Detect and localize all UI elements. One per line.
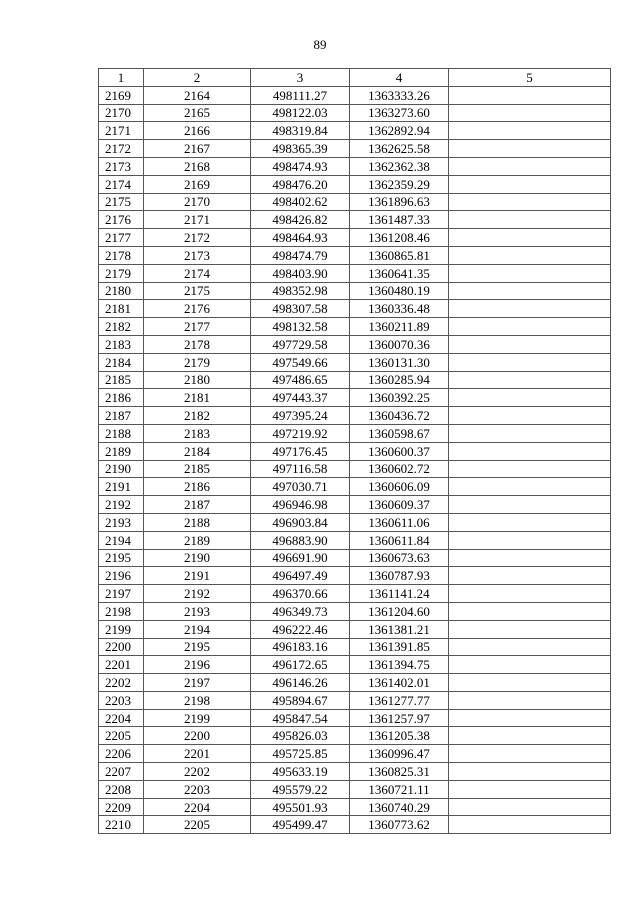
row-number-cell: 2204 bbox=[99, 709, 144, 727]
column-header-5: 5 bbox=[449, 69, 611, 87]
note-cell bbox=[449, 585, 611, 603]
y-coordinate-cell: 1361277.77 bbox=[350, 691, 449, 709]
row-number-cell: 2210 bbox=[99, 816, 144, 834]
row-number-cell: 2170 bbox=[99, 104, 144, 122]
note-cell bbox=[449, 531, 611, 549]
row-number-cell: 2176 bbox=[99, 211, 144, 229]
x-coordinate-cell: 495499.47 bbox=[251, 816, 350, 834]
point-number-cell: 2177 bbox=[144, 318, 251, 336]
x-coordinate-cell: 495847.54 bbox=[251, 709, 350, 727]
x-coordinate-cell: 498352.98 bbox=[251, 282, 350, 300]
point-number-cell: 2195 bbox=[144, 638, 251, 656]
row-number-cell: 2183 bbox=[99, 335, 144, 353]
x-coordinate-cell: 498307.58 bbox=[251, 300, 350, 318]
note-cell bbox=[449, 282, 611, 300]
x-coordinate-cell: 496946.98 bbox=[251, 496, 350, 514]
note-cell bbox=[449, 371, 611, 389]
point-number-cell: 2187 bbox=[144, 496, 251, 514]
table-row bbox=[99, 86, 611, 104]
note-cell bbox=[449, 140, 611, 158]
x-coordinate-cell: 496222.46 bbox=[251, 620, 350, 638]
x-coordinate-cell: 496183.16 bbox=[251, 638, 350, 656]
point-number-cell: 2192 bbox=[144, 585, 251, 603]
point-number-cell: 2198 bbox=[144, 691, 251, 709]
x-coordinate-cell: 496903.84 bbox=[251, 513, 350, 531]
note-cell bbox=[449, 513, 611, 531]
y-coordinate-cell: 1361381.21 bbox=[350, 620, 449, 638]
note-cell bbox=[449, 745, 611, 763]
table-row bbox=[99, 513, 611, 531]
table-row bbox=[99, 193, 611, 211]
y-coordinate-cell: 1361204.60 bbox=[350, 602, 449, 620]
table-row bbox=[99, 389, 611, 407]
row-number-cell: 2175 bbox=[99, 193, 144, 211]
note-cell bbox=[449, 264, 611, 282]
row-number-cell: 2178 bbox=[99, 246, 144, 264]
row-number-cell: 2171 bbox=[99, 122, 144, 140]
table-row bbox=[99, 282, 611, 300]
x-coordinate-cell: 498365.39 bbox=[251, 140, 350, 158]
row-number-cell: 2197 bbox=[99, 585, 144, 603]
x-coordinate-cell: 496146.26 bbox=[251, 674, 350, 692]
row-number-cell: 2182 bbox=[99, 318, 144, 336]
point-number-cell: 2205 bbox=[144, 816, 251, 834]
point-number-cell: 2183 bbox=[144, 424, 251, 442]
point-number-cell: 2186 bbox=[144, 478, 251, 496]
y-coordinate-cell: 1360825.31 bbox=[350, 763, 449, 781]
y-coordinate-cell: 1360480.19 bbox=[350, 282, 449, 300]
table-row bbox=[99, 656, 611, 674]
note-cell bbox=[449, 709, 611, 727]
coordinates-table bbox=[98, 68, 611, 834]
table-row bbox=[99, 335, 611, 353]
table-row bbox=[99, 691, 611, 709]
note-cell bbox=[449, 353, 611, 371]
x-coordinate-cell: 495725.85 bbox=[251, 745, 350, 763]
point-number-cell: 2182 bbox=[144, 407, 251, 425]
row-number-cell: 2179 bbox=[99, 264, 144, 282]
y-coordinate-cell: 1360787.93 bbox=[350, 567, 449, 585]
table-row bbox=[99, 531, 611, 549]
x-coordinate-cell: 498132.58 bbox=[251, 318, 350, 336]
x-coordinate-cell: 497219.92 bbox=[251, 424, 350, 442]
row-number-cell: 2205 bbox=[99, 727, 144, 745]
y-coordinate-cell: 1360131.30 bbox=[350, 353, 449, 371]
note-cell bbox=[449, 674, 611, 692]
table-row bbox=[99, 816, 611, 834]
x-coordinate-cell: 495633.19 bbox=[251, 763, 350, 781]
x-coordinate-cell: 495894.67 bbox=[251, 691, 350, 709]
note-cell bbox=[449, 478, 611, 496]
point-number-cell: 2178 bbox=[144, 335, 251, 353]
point-number-cell: 2176 bbox=[144, 300, 251, 318]
column-header-2: 2 bbox=[144, 69, 251, 87]
point-number-cell: 2181 bbox=[144, 389, 251, 407]
x-coordinate-cell: 498426.82 bbox=[251, 211, 350, 229]
y-coordinate-cell: 1360673.63 bbox=[350, 549, 449, 567]
y-coordinate-cell: 1360996.47 bbox=[350, 745, 449, 763]
note-cell bbox=[449, 567, 611, 585]
x-coordinate-cell: 496883.90 bbox=[251, 531, 350, 549]
page-number: 89 bbox=[313, 37, 327, 52]
x-coordinate-cell: 497030.71 bbox=[251, 478, 350, 496]
table-row bbox=[99, 745, 611, 763]
x-coordinate-cell: 498476.20 bbox=[251, 175, 350, 193]
y-coordinate-cell: 1361402.01 bbox=[350, 674, 449, 692]
table-row bbox=[99, 709, 611, 727]
x-coordinate-cell: 497443.37 bbox=[251, 389, 350, 407]
column-header-4: 4 bbox=[350, 69, 449, 87]
y-coordinate-cell: 1360285.94 bbox=[350, 371, 449, 389]
note-cell bbox=[449, 211, 611, 229]
row-number-cell: 2202 bbox=[99, 674, 144, 692]
row-number-cell: 2191 bbox=[99, 478, 144, 496]
y-coordinate-cell: 1361257.97 bbox=[350, 709, 449, 727]
x-coordinate-cell: 497116.58 bbox=[251, 460, 350, 478]
x-coordinate-cell: 498122.03 bbox=[251, 104, 350, 122]
row-number-cell: 2192 bbox=[99, 496, 144, 514]
point-number-cell: 2170 bbox=[144, 193, 251, 211]
x-coordinate-cell: 497395.24 bbox=[251, 407, 350, 425]
row-number-cell: 2206 bbox=[99, 745, 144, 763]
note-cell bbox=[449, 691, 611, 709]
y-coordinate-cell: 1362362.38 bbox=[350, 157, 449, 175]
note-cell bbox=[449, 300, 611, 318]
x-coordinate-cell: 496349.73 bbox=[251, 602, 350, 620]
table-row bbox=[99, 567, 611, 585]
row-number-cell: 2180 bbox=[99, 282, 144, 300]
point-number-cell: 2204 bbox=[144, 798, 251, 816]
column-header-3: 3 bbox=[251, 69, 350, 87]
note-cell bbox=[449, 175, 611, 193]
y-coordinate-cell: 1360336.48 bbox=[350, 300, 449, 318]
y-coordinate-cell: 1361208.46 bbox=[350, 229, 449, 247]
row-number-cell: 2198 bbox=[99, 602, 144, 620]
table-row bbox=[99, 264, 611, 282]
note-cell bbox=[449, 549, 611, 567]
note-cell bbox=[449, 424, 611, 442]
x-coordinate-cell: 498474.79 bbox=[251, 246, 350, 264]
x-coordinate-cell: 498474.93 bbox=[251, 157, 350, 175]
point-number-cell: 2201 bbox=[144, 745, 251, 763]
x-coordinate-cell: 498402.62 bbox=[251, 193, 350, 211]
table-row bbox=[99, 211, 611, 229]
note-cell bbox=[449, 638, 611, 656]
table-row bbox=[99, 140, 611, 158]
point-number-cell: 2203 bbox=[144, 780, 251, 798]
point-number-cell: 2175 bbox=[144, 282, 251, 300]
point-number-cell: 2164 bbox=[144, 86, 251, 104]
note-cell bbox=[449, 122, 611, 140]
x-coordinate-cell: 496370.66 bbox=[251, 585, 350, 603]
y-coordinate-cell: 1360606.09 bbox=[350, 478, 449, 496]
row-number-cell: 2208 bbox=[99, 780, 144, 798]
table-row bbox=[99, 602, 611, 620]
header-row bbox=[99, 69, 611, 87]
point-number-cell: 2196 bbox=[144, 656, 251, 674]
table-row bbox=[99, 549, 611, 567]
point-number-cell: 2169 bbox=[144, 175, 251, 193]
note-cell bbox=[449, 335, 611, 353]
point-number-cell: 2193 bbox=[144, 602, 251, 620]
row-number-cell: 2188 bbox=[99, 424, 144, 442]
x-coordinate-cell: 496691.90 bbox=[251, 549, 350, 567]
x-coordinate-cell: 498403.90 bbox=[251, 264, 350, 282]
y-coordinate-cell: 1361394.75 bbox=[350, 656, 449, 674]
y-coordinate-cell: 1363333.26 bbox=[350, 86, 449, 104]
y-coordinate-cell: 1360611.06 bbox=[350, 513, 449, 531]
y-coordinate-cell: 1360865.81 bbox=[350, 246, 449, 264]
row-number-cell: 2190 bbox=[99, 460, 144, 478]
y-coordinate-cell: 1360773.62 bbox=[350, 816, 449, 834]
table-row bbox=[99, 478, 611, 496]
note-cell bbox=[449, 407, 611, 425]
x-coordinate-cell: 498319.84 bbox=[251, 122, 350, 140]
point-number-cell: 2190 bbox=[144, 549, 251, 567]
note-cell bbox=[449, 193, 611, 211]
row-number-cell: 2184 bbox=[99, 353, 144, 371]
point-number-cell: 2200 bbox=[144, 727, 251, 745]
row-number-cell: 2209 bbox=[99, 798, 144, 816]
y-coordinate-cell: 1361141.24 bbox=[350, 585, 449, 603]
y-coordinate-cell: 1363273.60 bbox=[350, 104, 449, 122]
note-cell bbox=[449, 798, 611, 816]
table-body bbox=[99, 86, 611, 833]
note-cell bbox=[449, 727, 611, 745]
y-coordinate-cell: 1360598.67 bbox=[350, 424, 449, 442]
row-number-cell: 2173 bbox=[99, 157, 144, 175]
y-coordinate-cell: 1361487.33 bbox=[350, 211, 449, 229]
y-coordinate-cell: 1360602.72 bbox=[350, 460, 449, 478]
note-cell bbox=[449, 389, 611, 407]
row-number-cell: 2169 bbox=[99, 86, 144, 104]
y-coordinate-cell: 1360740.29 bbox=[350, 798, 449, 816]
row-number-cell: 2194 bbox=[99, 531, 144, 549]
table-row bbox=[99, 246, 611, 264]
point-number-cell: 2174 bbox=[144, 264, 251, 282]
note-cell bbox=[449, 656, 611, 674]
x-coordinate-cell: 497549.66 bbox=[251, 353, 350, 371]
point-number-cell: 2184 bbox=[144, 442, 251, 460]
y-coordinate-cell: 1360641.35 bbox=[350, 264, 449, 282]
point-number-cell: 2199 bbox=[144, 709, 251, 727]
note-cell bbox=[449, 442, 611, 460]
table-row bbox=[99, 727, 611, 745]
table-row bbox=[99, 175, 611, 193]
y-coordinate-cell: 1362359.29 bbox=[350, 175, 449, 193]
y-coordinate-cell: 1360609.37 bbox=[350, 496, 449, 514]
row-number-cell: 2193 bbox=[99, 513, 144, 531]
x-coordinate-cell: 497176.45 bbox=[251, 442, 350, 460]
point-number-cell: 2172 bbox=[144, 229, 251, 247]
table-row bbox=[99, 638, 611, 656]
table-row bbox=[99, 318, 611, 336]
y-coordinate-cell: 1360070.36 bbox=[350, 335, 449, 353]
y-coordinate-cell: 1360721.11 bbox=[350, 780, 449, 798]
y-coordinate-cell: 1361896.63 bbox=[350, 193, 449, 211]
point-number-cell: 2168 bbox=[144, 157, 251, 175]
row-number-cell: 2181 bbox=[99, 300, 144, 318]
x-coordinate-cell: 497486.65 bbox=[251, 371, 350, 389]
note-cell bbox=[449, 620, 611, 638]
note-cell bbox=[449, 816, 611, 834]
table-row bbox=[99, 442, 611, 460]
note-cell bbox=[449, 229, 611, 247]
x-coordinate-cell: 498111.27 bbox=[251, 86, 350, 104]
point-number-cell: 2189 bbox=[144, 531, 251, 549]
point-number-cell: 2188 bbox=[144, 513, 251, 531]
x-coordinate-cell: 496172.65 bbox=[251, 656, 350, 674]
row-number-cell: 2207 bbox=[99, 763, 144, 781]
row-number-cell: 2189 bbox=[99, 442, 144, 460]
note-cell bbox=[449, 246, 611, 264]
row-number-cell: 2200 bbox=[99, 638, 144, 656]
note-cell bbox=[449, 602, 611, 620]
note-cell bbox=[449, 157, 611, 175]
point-number-cell: 2185 bbox=[144, 460, 251, 478]
point-number-cell: 2179 bbox=[144, 353, 251, 371]
table-row bbox=[99, 353, 611, 371]
y-coordinate-cell: 1362892.94 bbox=[350, 122, 449, 140]
row-number-cell: 2174 bbox=[99, 175, 144, 193]
note-cell bbox=[449, 318, 611, 336]
x-coordinate-cell: 497729.58 bbox=[251, 335, 350, 353]
row-number-cell: 2201 bbox=[99, 656, 144, 674]
table-row bbox=[99, 674, 611, 692]
y-coordinate-cell: 1361391.85 bbox=[350, 638, 449, 656]
table-row bbox=[99, 229, 611, 247]
note-cell bbox=[449, 780, 611, 798]
table-row bbox=[99, 300, 611, 318]
table-row bbox=[99, 460, 611, 478]
table-row bbox=[99, 585, 611, 603]
row-number-cell: 2199 bbox=[99, 620, 144, 638]
table-row bbox=[99, 798, 611, 816]
row-number-cell: 2172 bbox=[99, 140, 144, 158]
point-number-cell: 2194 bbox=[144, 620, 251, 638]
note-cell bbox=[449, 104, 611, 122]
y-coordinate-cell: 1361205.38 bbox=[350, 727, 449, 745]
row-number-cell: 2195 bbox=[99, 549, 144, 567]
table-row bbox=[99, 371, 611, 389]
y-coordinate-cell: 1360600.37 bbox=[350, 442, 449, 460]
y-coordinate-cell: 1360392.25 bbox=[350, 389, 449, 407]
x-coordinate-cell: 495501.93 bbox=[251, 798, 350, 816]
point-number-cell: 2202 bbox=[144, 763, 251, 781]
y-coordinate-cell: 1362625.58 bbox=[350, 140, 449, 158]
table-row bbox=[99, 407, 611, 425]
row-number-cell: 2203 bbox=[99, 691, 144, 709]
column-header-1: 1 bbox=[99, 69, 144, 87]
table-header bbox=[99, 69, 611, 87]
table-row bbox=[99, 122, 611, 140]
row-number-cell: 2196 bbox=[99, 567, 144, 585]
note-cell bbox=[449, 460, 611, 478]
row-number-cell: 2185 bbox=[99, 371, 144, 389]
row-number-cell: 2187 bbox=[99, 407, 144, 425]
table-row bbox=[99, 424, 611, 442]
note-cell bbox=[449, 496, 611, 514]
row-number-cell: 2177 bbox=[99, 229, 144, 247]
x-coordinate-cell: 495826.03 bbox=[251, 727, 350, 745]
point-number-cell: 2165 bbox=[144, 104, 251, 122]
table-row bbox=[99, 763, 611, 781]
point-number-cell: 2173 bbox=[144, 246, 251, 264]
point-number-cell: 2171 bbox=[144, 211, 251, 229]
y-coordinate-cell: 1360436.72 bbox=[350, 407, 449, 425]
note-cell bbox=[449, 86, 611, 104]
x-coordinate-cell: 498464.93 bbox=[251, 229, 350, 247]
table-row bbox=[99, 780, 611, 798]
table-row bbox=[99, 496, 611, 514]
point-number-cell: 2197 bbox=[144, 674, 251, 692]
note-cell bbox=[449, 763, 611, 781]
x-coordinate-cell: 496497.49 bbox=[251, 567, 350, 585]
y-coordinate-cell: 1360611.84 bbox=[350, 531, 449, 549]
point-number-cell: 2167 bbox=[144, 140, 251, 158]
table-row bbox=[99, 620, 611, 638]
point-number-cell: 2166 bbox=[144, 122, 251, 140]
table-row bbox=[99, 104, 611, 122]
point-number-cell: 2191 bbox=[144, 567, 251, 585]
table-row bbox=[99, 157, 611, 175]
point-number-cell: 2180 bbox=[144, 371, 251, 389]
x-coordinate-cell: 495579.22 bbox=[251, 780, 350, 798]
y-coordinate-cell: 1360211.89 bbox=[350, 318, 449, 336]
row-number-cell: 2186 bbox=[99, 389, 144, 407]
